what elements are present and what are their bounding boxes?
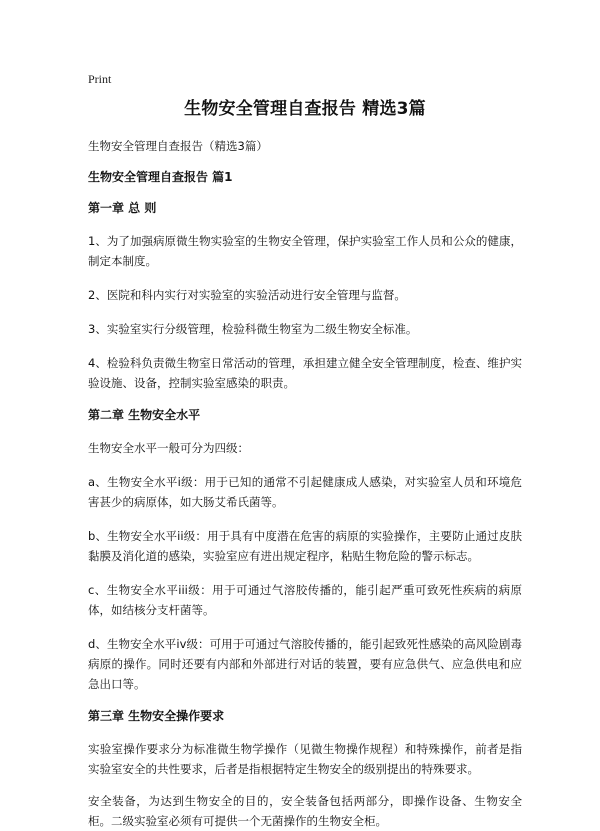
chapter-1-paragraph-2: 2、医院和科内实行对实验室的实验活动进行安全管理与监督。 <box>88 288 406 302</box>
chapter-1-paragraph-3: 3、实验室实行分级管理，检验科微生物室为二级生物安全标准。 <box>88 322 418 336</box>
print-label[interactable]: Print <box>88 72 112 86</box>
chapter-2-heading: 第二章 生物安全水平 <box>88 408 201 422</box>
document-title: 生物安全管理自查报告 精选3篇 <box>184 99 426 119</box>
chapter-2-paragraph-1: 生物安全水平一般可分为四级： <box>88 441 249 455</box>
chapter-2-paragraph-3: b、生物安全水平ii级：用于具有中度潜在危害的病原的实验操作，主要防止通过皮肤黏膜及消化道的感染，实验室应有进出规定程序，粘贴生物危险的警示标志。 <box>88 529 522 563</box>
chapter-3-paragraph-2: 安全装备，为达到生物安全的目的，安全装备包括两部分，即操作设备、生物安全柜。二级实验室必须有可提供一个无菌操作的生物安全柜。 <box>88 794 522 828</box>
chapter-1-paragraph-1: 1、为了加强病原微生物实验室的生物安全管理，保护实验室工作人员和公众的健康，制定本制度。 <box>88 234 522 268</box>
chapter-3-heading: 第三章 生物安全操作要求 <box>88 709 225 723</box>
chapter-3-paragraph-1: 实验室操作要求分为标准微生物学操作（见微生物操作规程）和特殊操作，前者是指实验室安全的共性要求，后者是指根据特定生物安全的级别提出的特殊要求。 <box>88 742 522 776</box>
chapter-2-paragraph-5: d、生物安全水平iv级：可用于可通过气溶胶传播的，能引起致死性感染的高风险剧毒病原的操作。同时还要有内部和外部进行对话的装置，要有应急供气、应急供电和应急出口等。 <box>88 637 522 691</box>
chapter-2-paragraph-4: c、生物安全水平iii级：用于可通过气溶胶传播的，能引起严重可致死性疾病的病原体，如结核分支杆菌等。 <box>88 583 522 617</box>
chapter-2-paragraph-2: a、生物安全水平i级：用于已知的通常不引起健康成人感染，对实验室人员和环境危害甚少的病原体，如大肠艾希氏菌等。 <box>88 475 522 509</box>
chapter-1-paragraph-4: 4、检验科负责微生物室日常活动的管理，承担建立健全安全管理制度，检查、维护实验设施、设备，控制实验室感染的职责。 <box>88 356 522 390</box>
document-subtitle: 生物安全管理自查报告（精选3篇） <box>88 139 268 153</box>
chapter-1-heading: 第一章 总 则 <box>88 201 157 215</box>
section-heading: 生物安全管理自查报告 篇1 <box>88 170 233 184</box>
